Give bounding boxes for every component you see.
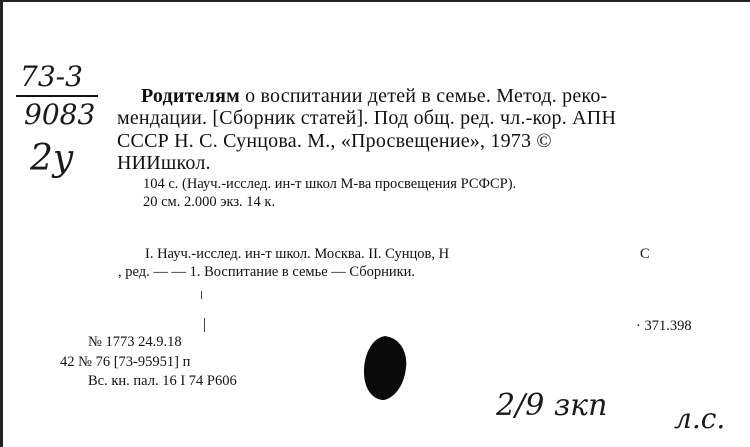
record-title-line bbox=[141, 85, 607, 108]
card-left-edge bbox=[0, 0, 3, 447]
footer-order-number: № 1773 24.9.18 bbox=[88, 334, 182, 350]
record-line-2: мендации. [Сборник статей]. Под общ. ред. чл.-кор. АПН bbox=[117, 107, 617, 129]
handwritten-call-number-1: 73-3 bbox=[20, 60, 83, 93]
handwritten-initials: л.с. bbox=[674, 402, 726, 435]
stray-mark bbox=[204, 318, 205, 332]
footer-line-2: 42 № 76 [73-95951] п bbox=[60, 354, 191, 370]
handwritten-mark: 2у bbox=[30, 138, 74, 179]
record-title-bold: Родителям bbox=[141, 85, 240, 107]
record-collation-2: 20 см. 2.000 экз. 14 к. bbox=[143, 194, 276, 210]
tracings-line-1: I. Науч.-исслед. ин-т школ. Москва. II. Сунцов, Н bbox=[145, 246, 450, 262]
card-top-edge bbox=[0, 0, 750, 2]
record-line-3: СССР Н. С. Сунцова. М., «Просвещение», 1973 © bbox=[117, 130, 552, 152]
record-collation-1: 104 с. (Науч.-исслед. ин-т школ М-ва просвещения РСФСР). bbox=[143, 176, 517, 192]
tracings-line-2: , ред. — — 1. Воспитание в семье — Сборники. bbox=[118, 264, 416, 280]
handwritten-bottom-note: 2/9 зкп bbox=[496, 388, 608, 423]
stray-mark bbox=[201, 291, 202, 299]
handwritten-call-number-2: 9083 bbox=[24, 98, 96, 131]
footer-classification: · 371.398 bbox=[636, 318, 692, 334]
record-line-4: НИИшкол. bbox=[117, 152, 211, 174]
tracings-letter: С bbox=[640, 246, 650, 262]
footer-line-3: Вс. кн. пал. 16 I 74 Р606 bbox=[88, 373, 237, 389]
handwritten-underline bbox=[16, 95, 98, 97]
ink-blot bbox=[360, 334, 410, 402]
record-title-rest: о воспитании детей в семье. Метод. реко- bbox=[239, 85, 608, 107]
